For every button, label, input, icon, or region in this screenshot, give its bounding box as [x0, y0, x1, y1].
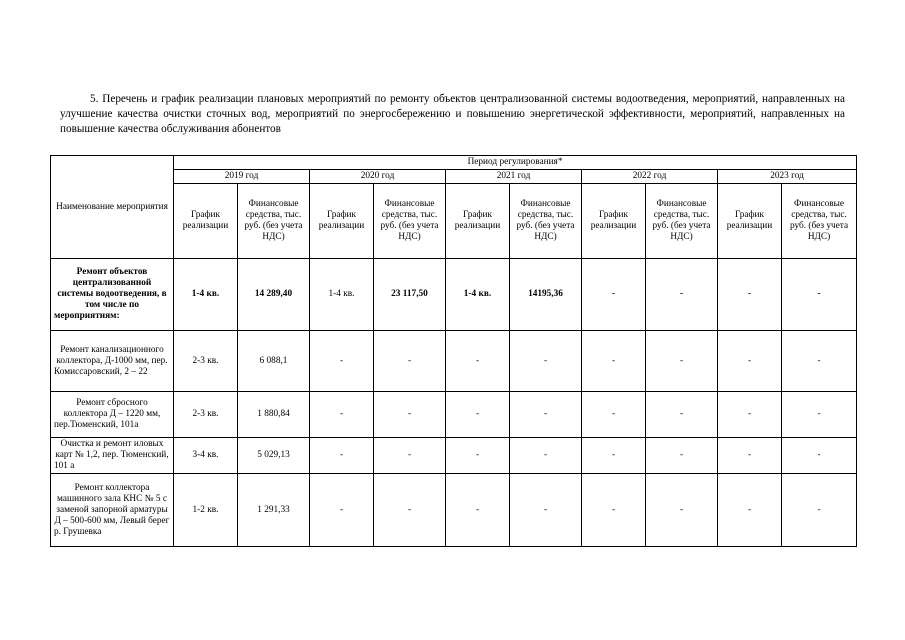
- table-cell: 1-2 кв.: [174, 474, 238, 547]
- table-cell: -: [310, 474, 374, 547]
- table-cell: -: [446, 474, 510, 547]
- finance-column-header: Финансовые средства, тыс. руб. (без учета НДС): [510, 184, 582, 259]
- table-cell: -: [310, 438, 374, 474]
- table-cell: -: [582, 392, 646, 438]
- table-cell: -: [718, 259, 782, 331]
- finance-column-header: Финансовые средства, тыс. руб. (без учета НДС): [782, 184, 857, 259]
- schedule-column-header: График реализации: [174, 184, 238, 259]
- table-cell: -: [310, 392, 374, 438]
- table-cell: -: [582, 259, 646, 331]
- table-cell: 6 088,1: [238, 331, 310, 392]
- table-cell: -: [782, 331, 857, 392]
- table-cell: -: [582, 331, 646, 392]
- table-cell: -: [646, 438, 718, 474]
- year-header: 2019 год: [174, 170, 310, 184]
- table-cell: -: [510, 392, 582, 438]
- table-cell: 5 029,13: [238, 438, 310, 474]
- table-cell: 14195,36: [510, 259, 582, 331]
- table-cell: 2-3 кв.: [174, 392, 238, 438]
- table-cell: -: [582, 474, 646, 547]
- section-heading: 5. Перечень и график реализации плановых мероприятий по ремонту объектов централизованной системы водоотведения, мероприятий, направленных на улучшение качества очистки сточных вод, мероприятий по энергосбережению и повышению энергетической эффективности, мероприятий, направленных на повышение качества обслуживания абонентов: [60, 93, 845, 135]
- table-cell: -: [582, 438, 646, 474]
- schedule-column-header: График реализации: [310, 184, 374, 259]
- table-cell: -: [782, 474, 857, 547]
- table-cell: -: [718, 392, 782, 438]
- table-row: [51, 392, 857, 438]
- table-row: [51, 474, 857, 547]
- year-header: 2020 год: [310, 170, 446, 184]
- year-header: 2022 год: [582, 170, 718, 184]
- table-cell: -: [510, 331, 582, 392]
- table-cell: 1-4 кв.: [446, 259, 510, 331]
- table-cell: 2-3 кв.: [174, 331, 238, 392]
- activities-table: [50, 155, 857, 547]
- activity-name: Ремонт сбросного коллектора Д – 1220 мм, пер.Тюменский, 101а: [51, 392, 174, 438]
- table-cell: -: [374, 331, 446, 392]
- table-cell: -: [446, 438, 510, 474]
- table-cell: -: [310, 331, 374, 392]
- table-cell: -: [446, 392, 510, 438]
- table-cell: 1-4 кв.: [310, 259, 374, 331]
- table-cell: 3-4 кв.: [174, 438, 238, 474]
- table-cell: -: [374, 392, 446, 438]
- table-cell: 1-4 кв.: [174, 259, 238, 331]
- table-cell: -: [782, 438, 857, 474]
- table-row-total: [51, 259, 857, 331]
- table-cell: -: [510, 438, 582, 474]
- period-header: Период регулирования*: [174, 156, 857, 170]
- table-cell: -: [782, 259, 857, 331]
- table-cell: -: [374, 438, 446, 474]
- table-cell: -: [374, 474, 446, 547]
- schedule-column-header: График реализации: [718, 184, 782, 259]
- table-cell: 1 291,33: [238, 474, 310, 547]
- header-row-period: [51, 156, 857, 170]
- table-cell: -: [510, 474, 582, 547]
- table-cell: 23 117,50: [374, 259, 446, 331]
- name-column-header: Наименование мероприятия: [51, 156, 174, 259]
- finance-column-header: Финансовые средства, тыс. руб. (без учета НДС): [238, 184, 310, 259]
- schedule-column-header: График реализации: [582, 184, 646, 259]
- table-cell: -: [646, 392, 718, 438]
- schedule-column-header: График реализации: [446, 184, 510, 259]
- table-row: [51, 331, 857, 392]
- table-cell: 14 289,40: [238, 259, 310, 331]
- table-cell: -: [646, 331, 718, 392]
- activity-name: Ремонт объектов централизованной системы водоотведения, в том числе по мероприятиям:: [51, 259, 174, 331]
- activity-name: Ремонт канализационного коллектора, Д-1000 мм, пер. Комиссаровский, 2 – 22: [51, 331, 174, 392]
- table-cell: -: [718, 474, 782, 547]
- finance-column-header: Финансовые средства, тыс. руб. (без учета НДС): [374, 184, 446, 259]
- year-header: 2023 год: [718, 170, 857, 184]
- finance-column-header: Финансовые средства, тыс. руб. (без учета НДС): [646, 184, 718, 259]
- activity-name: Очистка и ремонт иловых карт № 1,2, пер. Тюменский, 101 а: [51, 438, 174, 474]
- year-header: 2021 год: [446, 170, 582, 184]
- table-row: [51, 438, 857, 474]
- table-cell: -: [718, 331, 782, 392]
- table-cell: -: [446, 331, 510, 392]
- table-cell: -: [782, 392, 857, 438]
- table-cell: -: [646, 474, 718, 547]
- table-cell: -: [646, 259, 718, 331]
- table-cell: -: [718, 438, 782, 474]
- activity-name: Ремонт коллектора машинного зала КНС № 5 с заменой запорной арматуры Д – 500-600 мм, Левый берег р. Грушевка: [51, 474, 174, 547]
- table-cell: 1 880,84: [238, 392, 310, 438]
